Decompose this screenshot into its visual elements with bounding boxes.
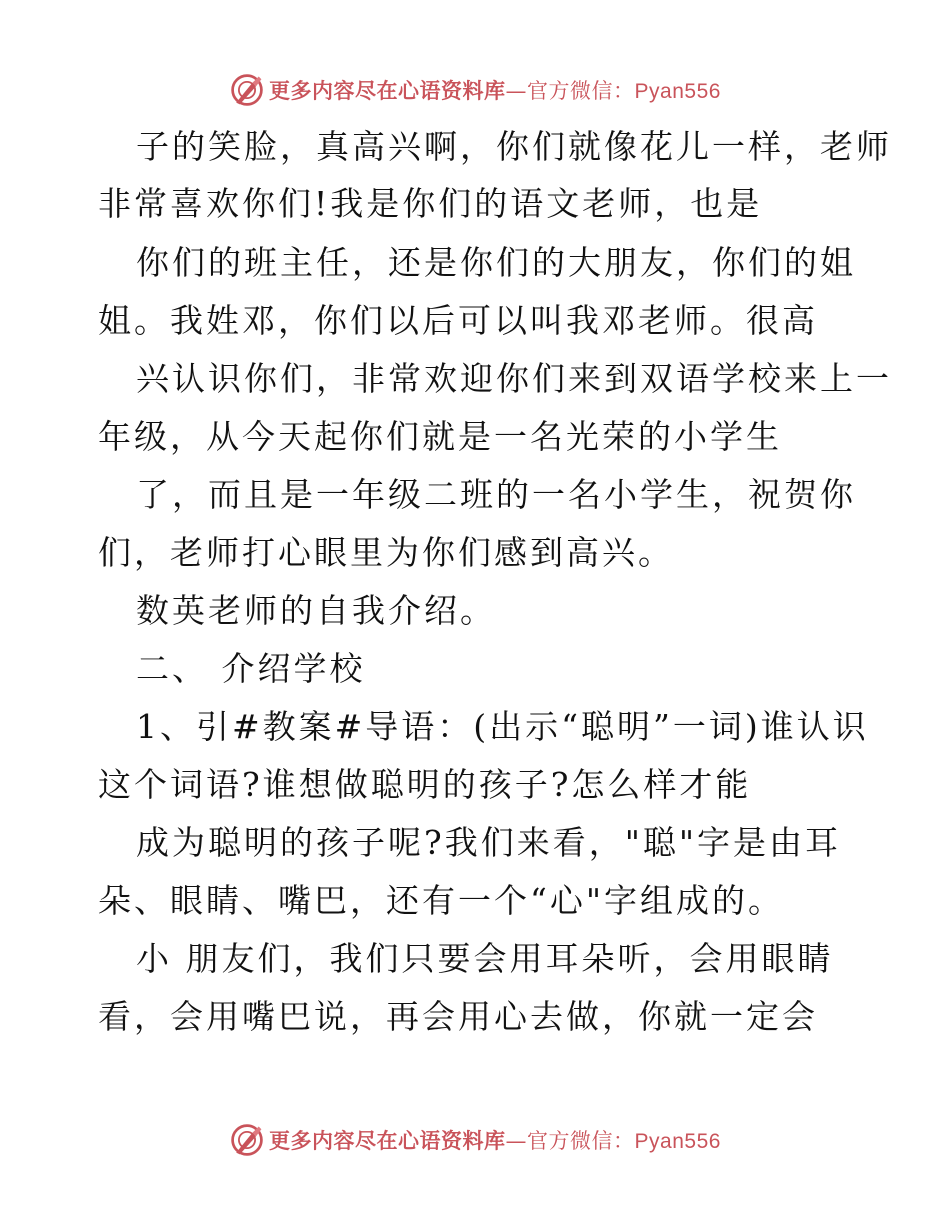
banner-wechat-id: Pyan556	[634, 80, 721, 103]
text-line: 看，会用嘴巴说，再会用心去做，你就一定会	[98, 997, 818, 1036]
text-line: 们，老师打心眼里为你们感到高兴。	[98, 533, 674, 572]
banner-sub: 官方微信：	[527, 1129, 635, 1153]
text-line: 小 朋友们，我们只要会用耳朵听，会用眼睛	[136, 939, 834, 978]
pen-logo-icon	[229, 1122, 265, 1158]
text-line: 朵、眼睛、嘴巴，还有一个“心"字组成的。	[98, 881, 785, 920]
pen-logo-icon	[229, 72, 265, 108]
text-line: 1、引#教案#导语：(出示“聪明”一词)谁认识	[136, 707, 869, 746]
text-line: 兴认识你们，非常欢迎你们来到双语学校来上一	[136, 359, 892, 398]
banner-text	[269, 75, 721, 105]
text-line: 姐。我姓邓，你们以后可以叫我邓老师。很高	[98, 301, 818, 340]
banner-main: 更多内容尽在心语资料库	[269, 79, 506, 103]
text-line: 了，而且是一年级二班的一名小学生，祝贺你	[136, 475, 856, 514]
text-line: 成为聪明的孩子呢?我们来看，"聪"字是由耳	[136, 823, 842, 862]
text-line: 你们的班主任，还是你们的大朋友，你们的姐	[136, 243, 856, 282]
banner-separator: —	[505, 1129, 528, 1153]
text-line: 子的笑脸，真高兴啊，你们就像花儿一样，老师	[136, 127, 892, 166]
footer-banner	[0, 1120, 950, 1160]
banner-main: 更多内容尽在心语资料库	[269, 1129, 506, 1153]
text-line: 数英老师的自我介绍。	[136, 591, 496, 630]
header-banner	[0, 70, 950, 110]
text-line: 这个词语?谁想做聪明的孩子?怎么样才能	[98, 765, 752, 804]
text-line: 非常喜欢你们!我是你们的语文老师，也是	[98, 184, 763, 223]
banner-wechat-id: Pyan556	[634, 1130, 721, 1153]
banner-sub: 官方微信：	[527, 79, 635, 103]
banner-separator: —	[505, 79, 528, 103]
section-heading: 二、 介绍学校	[136, 649, 366, 688]
banner-text	[269, 1125, 721, 1155]
text-line: 年级，从今天起你们就是一名光荣的小学生	[98, 417, 782, 456]
